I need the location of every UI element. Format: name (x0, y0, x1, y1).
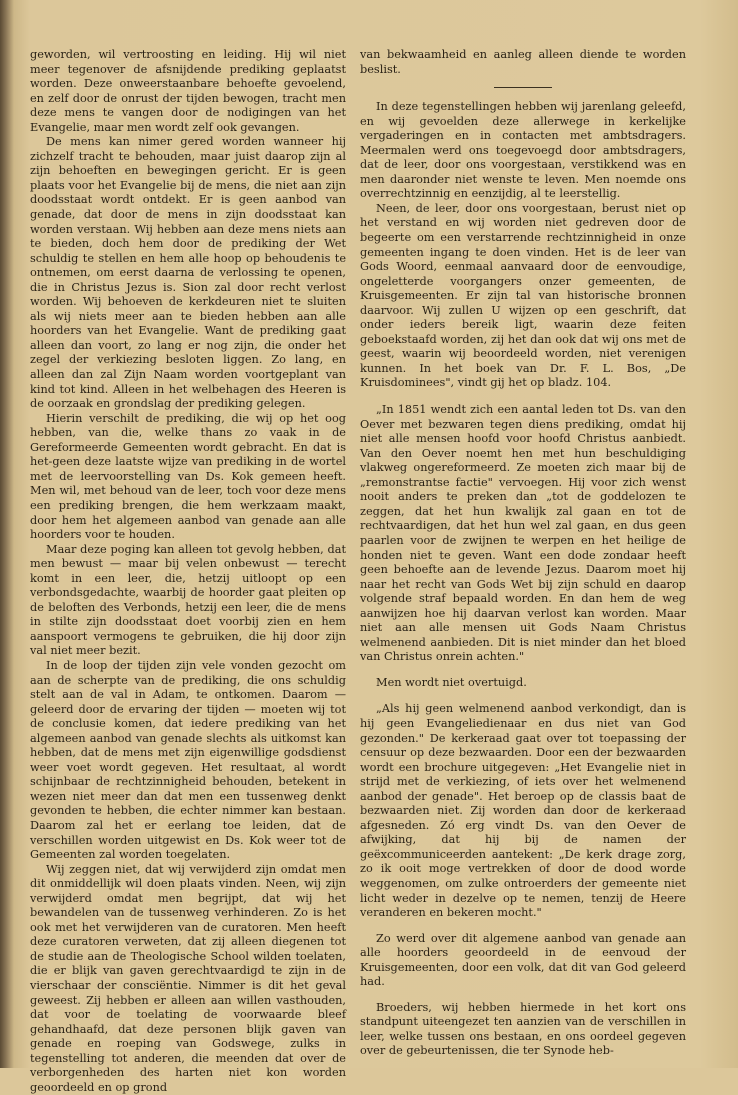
paragraph: Zo werd over dit algemene aanbod van genade aan alle hoorders geoordeeld in de eenvoud der Kruisgemeenten, door een volk, dat dit van God geleerd had. (360, 931, 686, 989)
left-column (30, 48, 346, 1095)
section-divider (494, 87, 552, 88)
paragraph: In deze tegenstellingen hebben wij jarenlang geleefd, en wij gevoelden deze allerwege in kerkelijke vergaderingen en in contacten met ambtsdragers. Meermalen werd ons toegevoegd door ambtsdragers, dat de leer, door ons voorgestaan, verstikkend was en men daaronder niet wenste te leven. Men noemde ons overrechtzinnig en eenzijdig, al te leerstellig. (360, 100, 686, 201)
paragraph: Maar deze poging kan alleen tot gevolg hebben, dat men bewust — maar bij velen onbewust — terecht komt in een leer, die, hetzij uitloopt op een verbondsgedachte, waarbij de hoorder gaat pleiten op de beloften des Verbonds, hetzij een leer, die de mens in stilte zijn doodsstaat doet voorbij zien en hem aanspoort vermogens te gebruiken, die hij door zijn val niet meer bezit. (30, 542, 346, 658)
paragraph: van bekwaamheid en aanleg alleen diende te worden beslist. (360, 48, 686, 76)
paragraph: Wij zeggen niet, dat wij verwijderd zijn omdat men dit onmiddellijk wil doen plaats vinden. Neen, wij zijn verwijderd omdat men begrijpt, dat wij het bewandelen van de tussenweg verhinderen. Zo is het ook met het verwijderen van de curatoren. Men heeft deze curatoren verweten, dat zij alleen diegenen tot de studie aan de Theologische School wilden toelaten, die er blijk van gaven gerechtvaardigd te zijn in de vierschaar der consciëntie. Nimmer is dit het geval geweest. Zij hebben er alleen aan willen vasthouden, dat voor de toelating de voorwaarde bleef gehandhaafd, dat deze personen blijk gaven van genade en roeping van Godswege, zulks in tegenstelling tot anderen, die meenden dat over de verborgenheden des harten niet kon worden geoordeeld en op grond (30, 862, 346, 1094)
paragraph: Hierin verschilt de prediking, die wij op het oog hebben, van die, welke thans zo vaak in de Gereformeerde Gemeenten wordt gebracht. En dat is het-geen deze laatste wijze van prediking in de wortel met de leervoorstelling van Ds. Kok gemeen heeft. Men wil, met behoud van de leer, toch voor deze mens een prediking brengen, die hem werkzaam maakt, door hem het algemeen aanbod van genade aan alle hoorders voor te houden. (30, 411, 346, 542)
quoted-passage: „In 1851 wendt zich een aantal leden tot Ds. van den Oever met bezwaren tegen diens prediking, omdat hij niet alle mensen hoofd voor hoofd Christus aanbiedt. Van den Oever noemt hen met hun beschuldiging vlakweg ongereformeerd. Ze moeten zich maar bij de „remonstrantse factie" vervoegen. Hij voor zich wenst nooit anders te preken dan „tot de goddelozen te zeggen, dat het hun kwalijk zal gaan en tot de rechtvaardigen, dat het hun wel zal gaan, en dus geen paarlen voor de zwijnen te werpen en het heilige de honden niet te geven. Want een dode zondaar heeft geen behoefte aan de levende Jezus. Daarom moet hij naar het recht van Gods Wet bij zijn schuld en daarop volgende straf bepaald worden. En dan hem de weg aanwijzen hoe hij daarvan verlost kan worden. Maar niet aan alle mensen uit Gods Naam Christus welmenend aanbieden. Dit is niet minder dan het bloed van Christus onrein achten." (360, 403, 686, 664)
paragraph: De mens kan nimer gered worden wanneer hij zichzelf tracht te behouden, maar juist daarop zijn al zijn behoeften en bewegingen gericht. Er is geen plaats voor het Evangelie bij de mens, die niet aan zijn doodsstaat wordt ontdekt. Er is geen aanbod van genade, dat door de mens in zijn doodsstaat kan worden verstaan. Wij hebben aan deze mens niets aan te bieden, doch hem door de prediking der Wet schuldig te stellen en hem alle hoop op behoudenis te ontnemen, om eerst daarna de verlossing te openen, die in Christus Jezus is. Sion zal door recht verlost worden. Wij behoeven de kerkdeuren niet te sluiten als wij niets meer aan te bieden hebben aan alle hoorders van het Evangelie. Want de prediking gaat alleen dan voort, zo lang er nog zijn, die onder het zegel der verkiezing besloten liggen. Zo lang, en alleen dan zal Zijn Naam worden voortgeplant van kind tot kind. Alleen in het welbehagen des Heeren is de oorzaak en grondslag der prediking gelegen. (30, 135, 346, 411)
paragraph: In de loop der tijden zijn vele vonden gezocht om aan de scherpte van de prediking, die ons schuldig stelt aan de val in Adam, te ontkomen. Daarom — geleerd door de ervaring der tijden — moeten wij tot de conclusie komen, dat iedere prediking van het algemeen aanbod van genade slechts als uitkomst kan hebben, dat de mens met zijn eigenwillige godsdienst weer voet wordt gegeven. Het resultaat, al wordt schijnbaar de rechtzinnigheid behouden, betekent in wezen niet meer dan dat men een tussenweg denkt gevonden te hebben, die echter nimmer kan bestaan. Daarom zal het er eerlang toe leiden, dat de verschillen worden uitgewist en Ds. Kok weer tot de Gemeenten zal worden toegelaten. (30, 658, 346, 862)
right-column (360, 48, 686, 1059)
paragraph: Men wordt niet overtuigd. (376, 675, 527, 689)
paragraph: Neen, de leer, door ons voorgestaan, berust niet op het verstand en wij worden niet gedreven door de begeerte om een verstarrende rechtzinnigheid in onze gemeenten ingang te doen vinden. Het is de leer van Gods Woord, eenmaal aanvaard door de eenvoudige, ongeletterde voorgangers onzer gemeenten, de Kruisgemeenten. Er zijn tal van historische bronnen daarvoor. Wij zullen U wijzen op een geschrift, dat onder ieders bereik ligt, waarin deze feiten geboekstaafd worden, zij het dan ook dat wij ons met de geest, waarin wij beoordeeld worden, niet verenigen kunnen. In het boek van Dr. F. L. Bos, „De Kruisdominees", vindt gij het op bladz. 104. (360, 201, 686, 390)
paragraph: geworden, wil vertroosting en leiding. Hij wil niet meer tegenover de afsnijdende prediking geplaatst worden. Deze onweerstaanbare behoefte gevoelend, en zelf door de onrust der tijden bewogen, tracht men deze mens te vangen door de nodigingen van het Evangelie, maar men wordt zelf ook gevangen. (30, 48, 346, 134)
quoted-passage: „Als hij geen welmenend aanbod verkondigt, dan is hij geen Evangeliedienaar en dus niet van God gezonden." De kerkeraad gaat over tot toepassing der censuur op deze bezwaarden. Door een der bezwaarden wordt een brochure uitgegeven: „Het Evangelie niet in strijd met de verkiezing, of iets over het welmenend aanbod der genade". Het beroep op de classis baat de bezwaarden niet. Zij worden dan door de kerkeraad afgesneden. Zó erg vindt Ds. van den Oever de afwijking, dat hij bij de namen der geëxcommuniceerden aantekent: „De kerk drage zorg, zo ik ooit moge vertrekken of door de dood worde weggenomen, om zulke ontroerders der gemeente niet licht weder in dezelve op te nemen, tenzij de Heere veranderen en bekeren mocht." (360, 702, 686, 920)
paragraph: Broeders, wij hebben hiermede in het kort ons standpunt uiteengezet ten aanzien van de verschillen in leer, welke tussen ons bestaan, en ons oordeel gegeven over de gebeurtenissen, die ter Synode heb- (360, 1000, 686, 1058)
